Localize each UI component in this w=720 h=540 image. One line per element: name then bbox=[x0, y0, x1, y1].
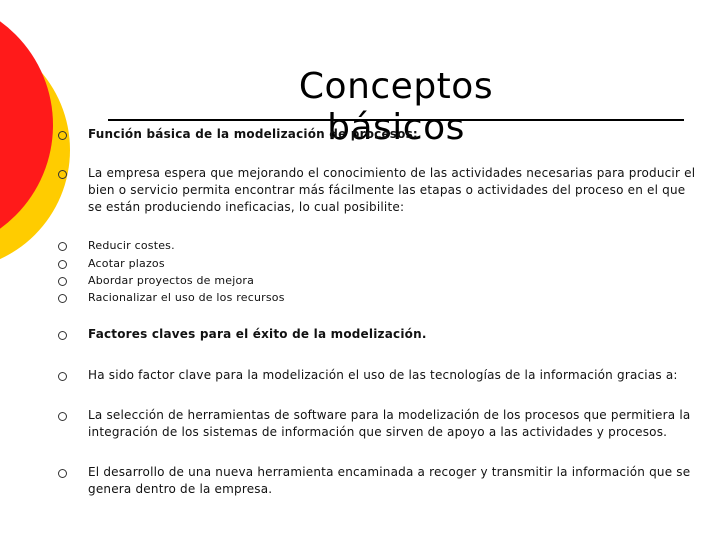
bullet-text-9: La selección de herramientas de software para la modelización de los procesos que permitiera la integración de los sistemas de información que sirven de apoyo a las actividades y procesos. bbox=[88, 408, 691, 439]
bullet-circle-icon bbox=[58, 131, 67, 140]
bullet-text-6: Racionalizar el uso de los recursos bbox=[88, 291, 285, 304]
bullet-circle-icon bbox=[58, 294, 67, 303]
bullet-text-8: Ha sido factor clave para la modelización el uso de las tecnologías de la información gracias a: bbox=[88, 368, 678, 382]
bullet-text-5: Abordar proyectos de mejora bbox=[88, 274, 255, 287]
bullet-circle-icon bbox=[58, 277, 67, 286]
bullet-text-1: Función básica de la modelización de procesos: bbox=[88, 127, 418, 141]
bullet-text-4: Acotar plazos bbox=[88, 257, 165, 270]
bullet-circle-icon bbox=[58, 260, 67, 269]
bullet-text-3: Reducir costes. bbox=[88, 239, 175, 252]
bullet-text-7: Factores claves para el éxito de la modelización. bbox=[88, 327, 427, 341]
bullet-text-2: La empresa espera que mejorando el conocimiento de las actividades necesarias para producir el bien o servicio permita encontrar más fácilmente las etapas o actividades del proceso en el que se están produciendo ineficacias, lo cual posibilite: bbox=[88, 166, 696, 214]
bullet-circle-icon bbox=[58, 372, 67, 381]
bullet-circle-icon bbox=[58, 412, 67, 421]
bullet-text-10: El desarrollo de una nueva herramienta encaminada a recoger y transmitir la información que se genera dentro de la empresa. bbox=[88, 465, 691, 496]
slide-title: Conceptos básicos bbox=[298, 66, 494, 148]
bullet-circle-icon bbox=[58, 242, 67, 251]
decorative-circles bbox=[0, 0, 80, 300]
title-underline bbox=[108, 119, 684, 121]
bullet-circle-icon bbox=[58, 469, 67, 478]
bullet-circle-icon bbox=[58, 331, 67, 340]
bullet-circle-icon bbox=[58, 170, 67, 179]
